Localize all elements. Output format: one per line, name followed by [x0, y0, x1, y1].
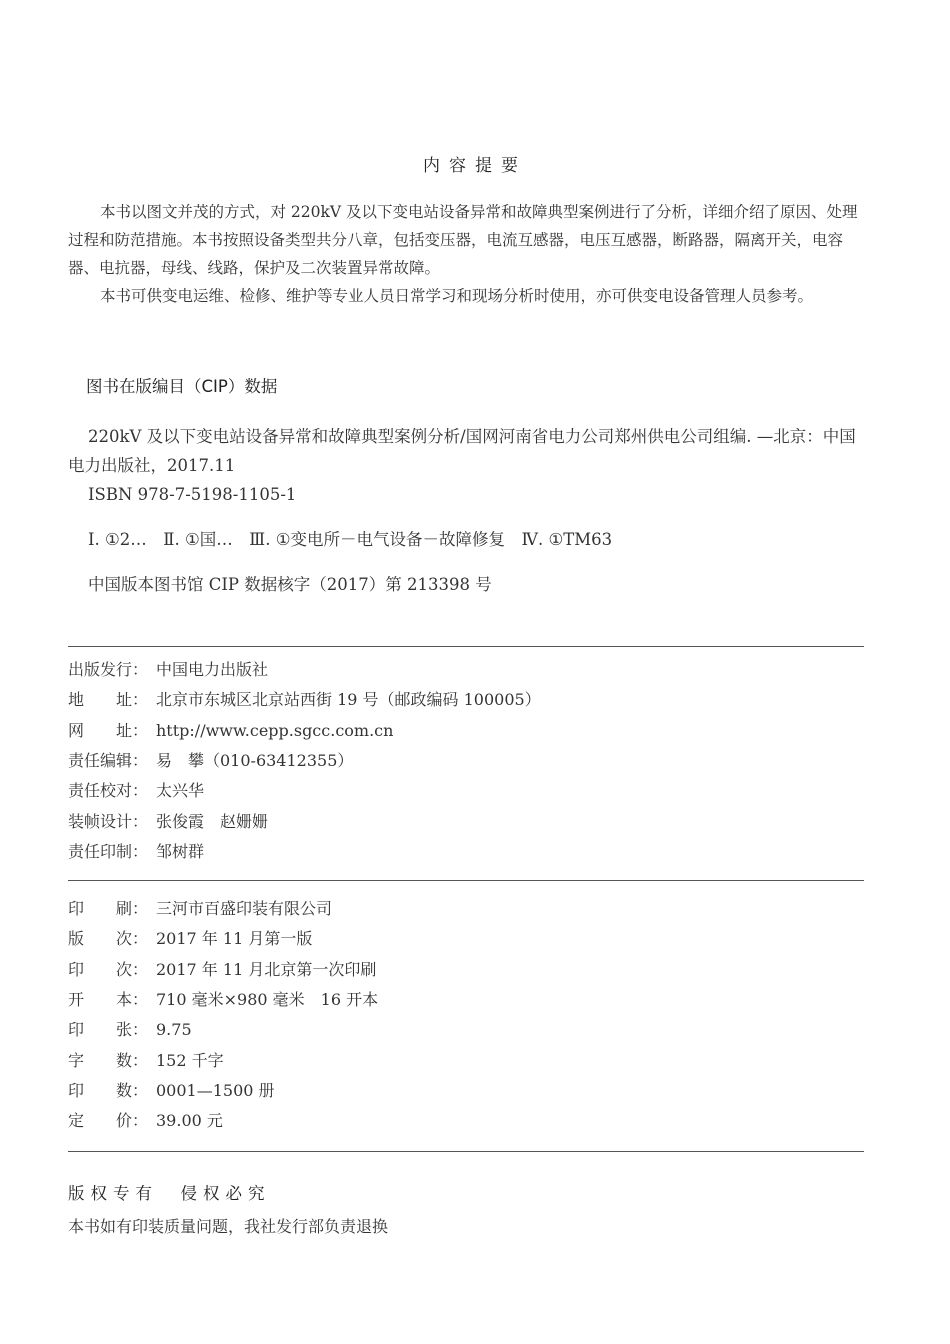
publisher-info-value: 中国电力出版社 [156, 660, 269, 679]
publisher-info-row [68, 720, 393, 742]
print-info-label: 开 本： [68, 989, 149, 1009]
print-info-row [68, 989, 378, 1011]
print-info-row [68, 928, 312, 950]
publisher-info-row [68, 659, 268, 681]
copyright-title: 版权专有 侵权必究 [68, 1184, 271, 1203]
publisher-info-label: 责任编辑： [68, 750, 149, 770]
summary-block [68, 198, 868, 310]
print-info-row [68, 1019, 192, 1041]
copyright-note: 本书如有印装质量问题，我社发行部负责退换 [68, 1217, 389, 1236]
print-info-label: 版 次： [68, 929, 149, 949]
print-info-value: 710 毫米×980 毫米 16 开本 [156, 989, 379, 1009]
publisher-info-value: 北京市东城区北京站西街 19 号（邮政编码 100005） [156, 690, 541, 710]
print-info-value: 0001—1500 册 [156, 1080, 275, 1100]
publisher-info-value: 太兴华 [156, 781, 205, 801]
cip-title: 图书在版编目（CIP）数据 [86, 377, 278, 396]
publisher-info-value: 邹树群 [156, 841, 205, 861]
summary-heading: 内容提要 [423, 156, 527, 176]
publisher-info-value: http://www.cepp.sgcc.com.cn [156, 720, 394, 740]
cip-isbn: ISBN 978-7-5198-1105-1 [88, 485, 297, 504]
print-info-label: 字 数： [68, 1050, 149, 1070]
divider-top [68, 646, 864, 647]
publisher-info-row [68, 841, 204, 863]
print-info-value: 39.00 元 [156, 1111, 223, 1131]
publisher-info-row [68, 689, 541, 711]
publisher-info-label: 责任印制： [68, 841, 149, 861]
publisher-info-row [68, 780, 204, 802]
cip-classification: Ⅰ. ①2… Ⅱ. ①国… Ⅲ. ①变电所－电气设备－故障修复 Ⅳ. ①TM63 [88, 530, 613, 549]
publisher-info-label: 网 址： [68, 720, 149, 740]
publisher-info-label: 地 址： [68, 690, 149, 710]
divider-middle [68, 880, 864, 881]
print-info-row [68, 1110, 223, 1132]
cip-number: 中国版本图书馆 CIP 数据核字（2017）第 213398 号 [88, 575, 492, 594]
publisher-info-label: 责任校对： [68, 781, 149, 801]
print-info-label: 印 张： [68, 1020, 149, 1040]
print-info-label: 印 数： [68, 1080, 149, 1100]
publisher-info-label: 出版发行： [68, 660, 149, 679]
summary-paragraph-1: 本书以图文并茂的方式，对 220kV 及以下变电站设备异常和故障典型案例进行了分析，详细介绍了原因、处理过程和防范措施。本书按照设备类型共分八章，包括变压器，电流互感器，电压互感器，断路器，隔离开关，电容器、电抗器，母线、线路，保护及二次装置异常故障。 [68, 203, 858, 277]
print-info-label: 印 次： [68, 959, 149, 979]
cip-description: 220kV 及以下变电站设备异常和故障典型案例分析/国网河南省电力公司郑州供电公司组编. —北京：中国电力出版社，2017.11 [68, 427, 856, 475]
divider-bottom [68, 1151, 864, 1152]
print-info-row [68, 959, 376, 981]
print-info-row [68, 1080, 275, 1102]
print-info-label: 定 价： [68, 1111, 149, 1131]
publisher-info-row [68, 811, 268, 833]
summary-paragraph-2: 本书可供变电运维、检修、维护等专业人员日常学习和现场分析时使用，亦可供变电设备管理人员参考。 [100, 287, 814, 305]
print-info-value: 2017 年 11 月北京第一次印刷 [156, 959, 377, 979]
print-info-value: 三河市百盛印装有限公司 [156, 899, 333, 918]
print-info-value: 9.75 [156, 1020, 192, 1040]
print-info-value: 2017 年 11 月第一版 [156, 929, 313, 949]
publisher-info-value: 张俊霞 赵姗姗 [156, 811, 269, 831]
print-info-value: 152 千字 [156, 1050, 224, 1070]
publisher-info-value: 易 攀（010-63412355） [156, 750, 354, 770]
print-info-row [68, 898, 332, 920]
publisher-info-row [68, 750, 353, 772]
print-info-label: 印 刷： [68, 899, 149, 918]
publisher-info-label: 装帧设计： [68, 811, 149, 831]
cip-block [68, 422, 868, 509]
print-info-row [68, 1050, 224, 1072]
